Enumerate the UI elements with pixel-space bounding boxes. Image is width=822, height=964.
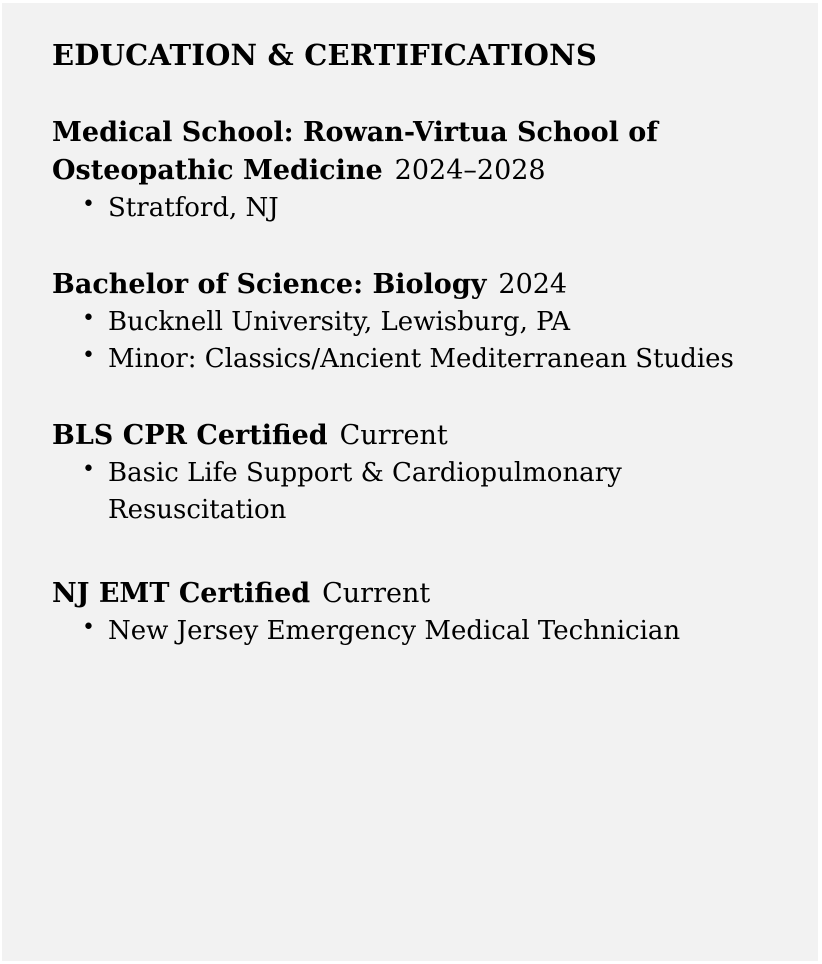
entry-date: Current [322,578,431,609]
entry-name: BLS CPR Certified [52,420,328,451]
entry-medical-school [52,114,818,227]
bullet-text: Stratford, NJ [108,193,279,223]
bullet-icon: • [82,192,95,217]
entry-heading [52,575,818,613]
bullet-icon: • [82,457,95,482]
bullet-text: Minor: Classics/Ancient Mediterranean Studies [108,344,734,374]
entry-bullets [52,304,818,378]
entry-heading [52,114,818,190]
entry-name: Medical School: Rowan-Virtua School of Osteopathic Medicine [52,117,658,186]
entry-bullets [52,190,818,227]
bullet-item [82,613,738,650]
bullet-text: Basic Life Support & Cardiopulmonary Resuscitation [108,458,622,525]
bullet-item [82,341,738,378]
bullet-item [82,304,738,341]
entry-date: Current [339,420,448,451]
bullet-item [82,455,738,529]
entry-heading [52,417,818,455]
entry-bls-cpr [52,417,818,529]
bullet-item [82,190,738,227]
section-title: EDUCATION & CERTIFICATIONS [52,38,597,72]
entry-bachelor [52,266,818,378]
bullet-text: Bucknell University, Lewisburg, PA [108,307,570,337]
entry-date: 2024 [498,269,568,300]
education-panel [2,3,818,961]
bullet-text: New Jersey Emergency Medical Technician [108,616,681,646]
entry-heading [52,266,818,304]
entry-bullets [52,613,818,650]
entry-name: NJ EMT Certified [52,578,311,609]
bullet-icon: • [82,306,95,331]
entry-date: 2024–2028 [394,155,546,186]
entry-nj-emt [52,575,818,650]
entry-name: Bachelor of Science: Biology [52,269,487,300]
bullet-icon: • [82,343,95,368]
bullet-icon: • [82,615,95,640]
entry-bullets [52,455,818,529]
